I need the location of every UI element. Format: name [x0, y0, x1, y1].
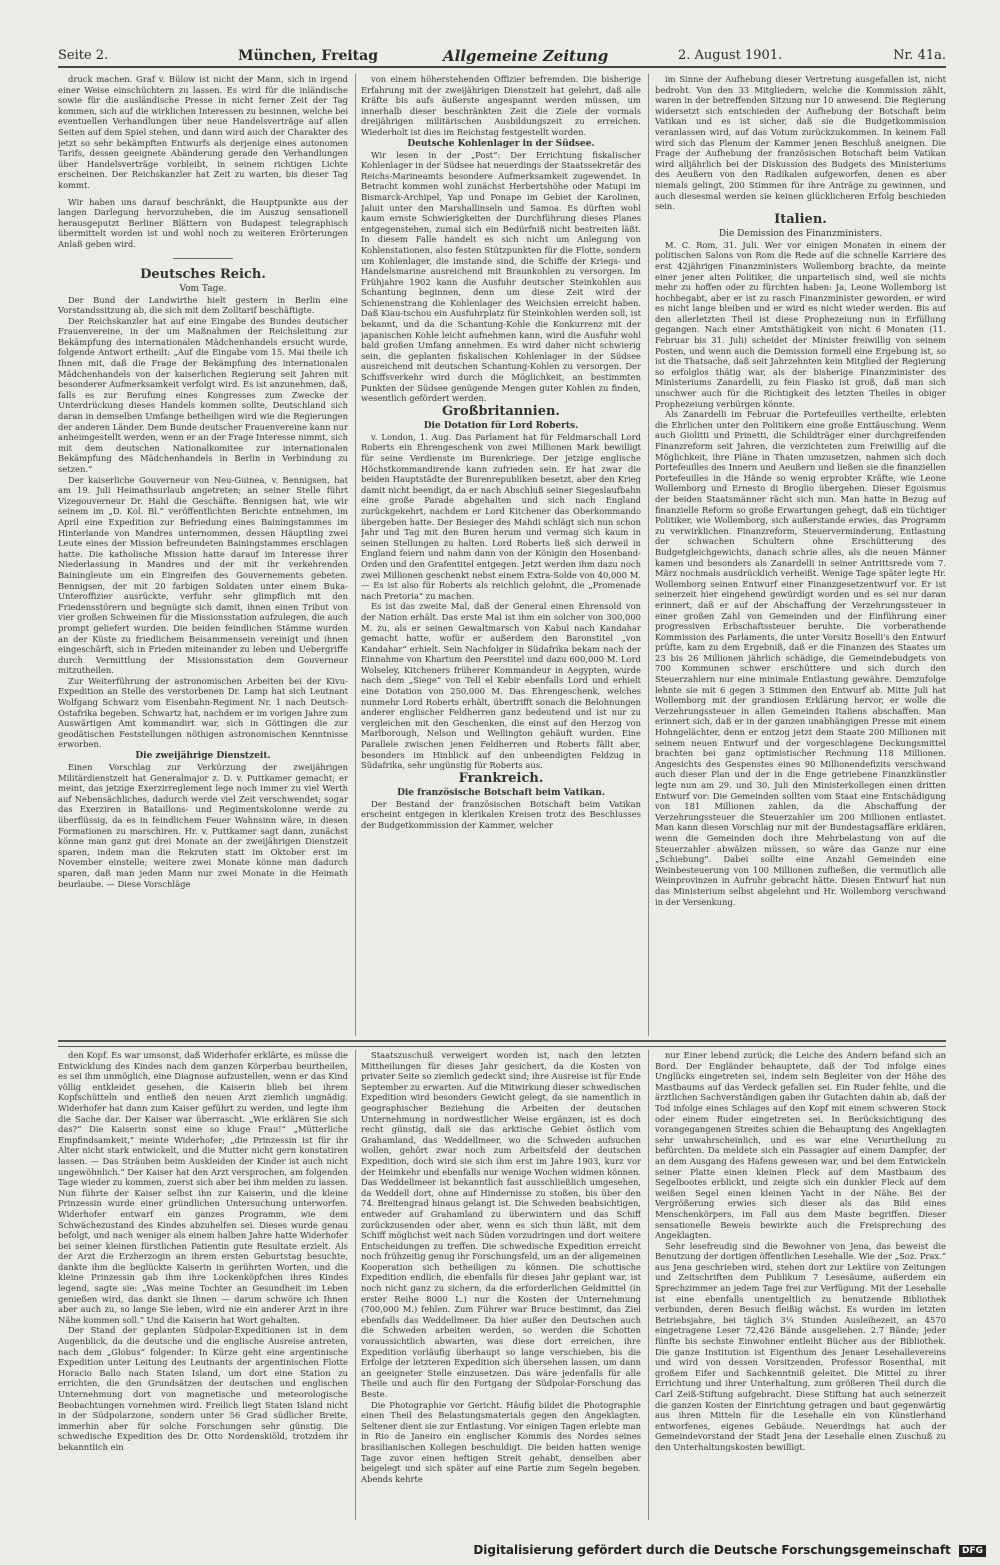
subheading: Deutsche Kohlenlager in der Südsee. — [407, 138, 595, 149]
subheading: Vom Tage. — [179, 283, 227, 294]
article-text: M. C. Rom, 31. Juli. Wer vor einigen Monaten in einem der politischen Salons von Rom die Rede auf die schnelle Karriere des erst 42jährigen Finanzministers Wollemborg brachte, da meinte einer jener alten Politiker, die unparteiisch sind, weil sie nichts mehr zu hoffen oder zu fürchten haben: Ja, Leone Wollemborg ist hochbegabt, aber er ist zu rasch Finanzminister geworden, er wird es nicht lange bleiben und er wird es nicht wieder werden. Bis auf den allerletzten Theil ist diese Prophezeiung nun in Erfüllung gegangen. Nach einer Amtsthätigkeit von nicht 6 Monaten (11. Februar bis 31. Juli) scheidet der Minister freiwillig von seinem Posten, und wenn auch die Demission formell eine Ergebung ist, so ist die Thatsache, daß seit Jahrzehnten kein Mitglied der Regierung so erfolglos thätig war, als der bisherige Finanzminister des Ministeriums Zanardelli, zu fein Fiasko ist groß, daß man sich unschwer auch für die Richtigkeit des letzten Theiles in obiger Prophezeiung verbürgen könnte. — [655, 239, 946, 409]
bottom-column-2 — [361, 1050, 641, 1520]
subheading: Die Dotation für Lord Roberts. — [423, 420, 579, 431]
section-heading: Frankreich. — [458, 770, 544, 786]
issue-date: 2. August 1901. — [678, 48, 783, 63]
header-rule — [58, 66, 946, 68]
article-text: Wir lesen in der „Post“: Der Errichtung fiskalischer Kohlenlager in der Südsee hat neuerdings der Staatssekretär des Reichs-Marineamts besondere Aufmerksamkeit zugewendet. In Betracht kommen wohl zunächst Herbertshöhe oder Matupi im Bismarck-Archipel, Yap und Ponape im Gebiet der Karolinen, Jaluit unter den Marshallinseln und Samoa. Es dürften wohl kaum ernste Schwierigkeiten der Durchführung dieses Planes entgegenstehen, zumal sich ein Bedürfniß nicht bestreiten läßt. In diesem Falle handelt es sich nicht um Anlegung von Kohlenstationen, also festen Stützpunkten für die Flotte, sondern um Kohlenlager, die imstande sind, die Schiffe der Kriegs- und Handelsmarine ausreichend mit Braunkohlen zu versorgen. Im Frühjahre 1902 kann die Ausfuhr deutscher Steinkohlen aus Schantung beginnen, denn um diese Zeit wird der Schienenstrang die Kohlenlager des Weichsien erreicht haben. Daß Kiau-tschou ein Ausfuhrplatz für Steinkohlen werden soll, ist bekannt, und da die Schantung-Kohle die Konkurrenz mit der japanischen Kohle leicht aufnehmen kann, wird die Ausfuhr wohl bald großen Umfang annehmen. Es wird daher nicht schwierig sein, die geplanten fiskalischen Kohlenlager in der Südsee ausreichend mit deutschen Schantung-Kohlen zu versorgen. Der Schiffsverkehr wird durch die Möglichkeit, an bestimmten Punkten der Südsee genügende Mengen guter Kohlen zu finden, wesentlich gefördert werden. — [361, 149, 641, 404]
article-text: Staatszuschuß verweigert worden ist, nach den letzten Mittheilungen für dieses Jahr gesichert, da die Kosten von privater Seite so ziemlich gedeckt sind; ihre Ausreise ist für Ende September zu erwarten. Auf die Mitwirkung dieser schwedischen Expedition wird besonders Gewicht gelegt, da sie namentlich in geographischer Beziehung die Arbeiten der deutschen Unternehmung in nordwestlicher Weise ergänzen, ist es doch recht günstig, daß sie das arktische Gebiet östlich vom Grahamland, das Weddellmeer, wo die Schweden aufsuchen wollen, gehört zwar noch zum Arbeitsfeld der deutschen Expedition, doch wird sie sich ihm erst im Jahre 1903, kurz vor der Heimkehr und ebenfalls nur wenige Wochen widmen können. Das Weddellmeer ist bekanntlich fast ausschließlich umgesehen, da Weddell dort, ohne auf Hindernisse zu stoßen, bis über den 74. Breitengrad hinaus gelangt ist. Die Schweden beabsichtigen, entweder auf Grahamland zu überwintern und das Schiff zurückzusenden oder aber, wenn es sich thun läßt, mit dem Schiff möglichst weit nach Süden vorzudringen und dort weitere Entscheidungen zu treffen. Die schwedische Expedition erreicht noch frühzeitig genug ihr Forschungsfeld, um an der allgemeinen Kooperation sich betheiligen zu können. Die schottische Expedition endlich, die ebenfalls für dieses Jahr geplant war, ist noch nicht ganz zu sichern, da die erforderlichen Geldmittel (in erster Reihe 8000 L.) nur die Kosten der Unternehmung (700,000 M.) fehlen. Zum Führer war Bruce bestimmt, das Ziel ebenfalls das Weddellmeer. Da hier außer den Deutschen auch die Schweden arbeiten werden, so werden die Schotten voraussichtlich abwarten, was diese dort erreichen, ihre Expedition vorläufig überhaupt so lange verschieben, bis die Erfolge der letzteren Expedition sich übersehen lassen, um dann an geeigneter Stelle einzusetzen. Das wäre jedenfalls für alle Theile und auch für den Fortgang der Südpolar-Forschung das Beste. — [361, 1050, 641, 1399]
article-text: nur Einer lebend zurück; die Leiche des Andern befand sich an Bord. Der Engländer behauptete, daß der Tod infolge eines Unglücks eingetreten sei, indem sein Begleiter von der Höhe des Mastbaums auf das Verdeck gefallen sei. Ein Ruder fehlte, und die ärztlichen Sachverständigen gaben ihr Gutachten dahin ab, daß der Tod infolge eines Schlages auf den Kopf mit einem schweren Stock oder einem Ruder eingetreten sei. In Berücksichtigung des vorangegangenen Streites schien die Behauptung des Angeklagten sehr unwahrscheinlich, und es war eine Verurtheilung zu befürchten. Da meldete sich ein Passagier auf einem Dampfer, der an dem Ausgang des Hafens gewesen war, und bei dem Entwickeln seiner Platte einen kleinen Fleck auf dem Mastbaum des Segelbootes erblickt, und zeigte sich ein dunkler Fleck auf dem weißen Segel einen kleinen Yacht in der Nähe. Bei der Vergrößerung erwies sich dieser als das Bild eines Menschenkörpers, im Fall aus dem Maste begriffen. Dieser sensationelle Beweis bewirkte auch die Freisprechung des Angeklagten. — [655, 1050, 946, 1241]
article-text: von einem höherstehenden Offizier befremden. Die bisherige Erfahrung mit der zweijährigen Dienstzeit hat gelehrt, daß alle Kräfte bis aufs äußerste angespannt werden müssen, um innerhalb dieser beschränkten Zeit die Ziele der vormals dreijährigen militärischen Ausbildungszeit zu erreichen. Wiederholt ist dies im Reichstag festgestellt worden. — [361, 74, 641, 137]
subheading: Die französische Botschaft beim Vatikan. — [397, 787, 605, 798]
feuilleton-rule — [58, 1040, 946, 1047]
subheading: Die Demission des Finanzministers. — [718, 228, 883, 239]
article-text: v. London, 1. Aug. Das Parlament hat für Feldmarschall Lord Roberts ein Ehrengeschenk von zwei Millionen Mark bewilligt für seine Verdienste im Burenkriege. Der jetzige englische Höchstkommandirende kann zufrieden sein. Er hat zwar die beiden Hauptstädte der Burenrepubliken besetzt, aber den Krieg damit nicht beendigt, da er nach Abschluß seiner Siegeslaufbahn eine große Parade abgehalten und sich nach England zurückgekehrt, nachdem er Lord Kitchener das Oberkommando übergeben hatte. Der Besieger des Mahdi schlägt sich nun schon Jahr und Tag mit den Buren herum und vermag sich kaum in seinen Stellungen zu halten. Lord Roberts ließ sich derweil in England feiern und nahm dann von der Königin den Hosenband-Orden und den Grafentitel entgegen. Jetzt werden ihm dazu noch zwei Millionen geschenkt nebst einem Extra-Solde von 40,000 M. — Es ist also für Roberts als reichlich gelohnt, die „Promenade nach Pretoria“ zu machen. — [361, 431, 641, 601]
issue-number: Nr. 41a. — [893, 48, 946, 63]
article-text: Es ist das zweite Mal, daß der General einen Ehrensold von der Nation erhält. Das erste Mal ist ihm ein solcher von 300,000 M. zu, als er seinen Gewaltmarsch von Kabul nach Kandahar gemacht hatte, wofür er außerdem den Baronstitel „von Kandahar“ erhielt. Sein Nachfolger in Südafrika bekam nach der Einnahme von Khartum den Peerstitel und dazu 600,000 M. Lord Wolseley, Kitcheners früherer Kommandeur in Aegypten, wurde nach dem „Siege“ von Tell el Kebir ebenfalls Lord und erhielt eine Dotation von 250,000 M. Das Ehrengeschenk, welches nunmehr Lord Roberts erhält, übertrifft sonach die Belohnungen anderer englischer Feldherren ganz bedeutend und ist nur zu vergleichen mit den Geschenken, die einst auf den Herzog von Marlborough, Nelson und Wellington gehäuft wurden. Eine Parallele zwischen jenen Feldherren und Roberts fällt aber, besonders im Hinblick auf den unbeendigten Feldzug in Südafrika, sehr ungünstig für Roberts aus. — [361, 601, 641, 771]
article-text: Der Bund der Landwirthe hielt gestern in Berlin eine Vorstandssitzung ab, die sich mit dem Zolltarif beschäftigte. — [58, 294, 348, 316]
column-rule — [355, 1050, 356, 1520]
article-text: Sehr lesefreudig sind die Bewohner von Jena, das beweist die Benutzung der dortigen öffentlichen Lesehalle. Wie der „Soz. Prax.“ aus Jena geschrieben wird, stehen dort zur Lektüre von Zeitungen und Zeitschriften dem Publikum 7 Lesesäume, außerdem ein Sprechzimmer an jedem Tage frei zur Verfügung. Mit der Lesehalle ist eine ebenfalls unentgeltlich zu benutzende Bibliothek verbunden, deren Besuch fleißig wächst. Es wurden im letzten Betriebsjahre, bei täglich 3¼ Stunden Ausleihezeit, an 4570 eingetragene Leser 72,426 Bände ausgeliehen. 2.7 Bände; jeder fünfte bis sechste Einwohner entleiht Bücher aus der Bibliothek. Die ganze Institution ist Eigenthum des Jenaer Lesehallevereins und wird von dessen Vorsitzenden, Professor Rosenthal, mit großem Eifer und Sachkenntniß geleitet. Die Mittel zu ihrer Errichtung und ihrer Unterhaltung, zum größeren Theil durch die Carl Zeiß-Stiftung aufgebracht. Diese Stiftung hat auch seinerzeit die ganzen Kosten der Einrichtung getragen und baut gegenwärtig aus ihren Mitteln für die Lesehalle ein von Künstlerhand entworfenes, eigenes Gebäude. Neuerdings hat auch der Gemeindevorstand der Stadt Jena der Lesehalle einen Zuschuß zu den Unterhaltungskosten bewilligt. — [655, 1240, 946, 1452]
dfg-logo: DFG — [959, 1545, 986, 1557]
section-heading: Deutsches Reich. — [140, 266, 266, 282]
place-day: München, Freitag — [238, 48, 379, 64]
top-column-1 — [58, 74, 348, 1034]
article-text: Der kaiserliche Gouverneur von Neu-Guinea, v. Bennigsen, hat am 19. Juli Heimathsurlaub angetreten; an seiner Stelle führt Vizegouverneur Dr. Hahl die Geschäfte. Bennigsen hat, wie wir seinem im „D. Kol. Bl.“ veröffentlichten Berichte entnehmen, im April eine Expedition zur Befriedung eines Bainingstammes im Hinterlande von Mandres unternommen, dessen Häuptling zwei Leute eines der Mission befreundeten Bainingstammes erschlagen hatte. Die katholische Mission hatte darauf im Interesse ihrer Niederlassung in Mandres und der mit ihr verkehrenden Bainingleute um ein Eingreifen des Gouvernements gebeten. Bennigsen, der mit 20 farbigen Soldaten unter einem Buka-Unteroffizier ausrückte, verfuhr sehr glimpflich mit den Friedensstörern und begnügte sich damit, ihnen einen Tribut von vier großen Schweinen für die Missionsstation aufzulegen, die auch prompt geliefert wurden. Die beiden feindlichen Stämme wurden an der Küste zu friedlichem Beisammensein vereinigt und ihnen eingeschärft, sich in Frieden miteinander zu leben und Uebergriffe durch Vermittlung der Missionsstation dem Gouverneur mitzutheilen. — [58, 474, 348, 676]
article-text: Als Zanardelli im Februar die Portefeuilles vertheilte, erlebten die Ehrlichen unter den Politikern eine große Enttäuschung. Wenn auch Giolitti und Prinetti, die Schildträger einer durchgreifenden Finanzreform seit Jahren, die verzichteten zum Freiwillig auf die Möglichkeit, ihre Pläne in Thaten umzusetzen, nahmen sich doch Portefeuilles des Innern und Aeußern und ließen sie die finanziellen Portefeuilles in die Hände so wenig erprobter Kräfte, wie Leone Wollemborg und Ernesto di Broglio übergehen. Dieser Egoismus der beiden Staatsmänner rächt sich nun. Man hatte in Bezug auf finanzielle Reform so große Erwartungen gehegt, daß ein tüchtiger Politiker, wie Wollemborg, sich außerstande erwies, das Programm zu verwirklichen. Finanzreform, Steuerverminderung, Entlastung der schwachen Schultern ohne Erschütterung des Budgetgleichgewichts, danach schrie alles, als die neuen Männer kamen und besonders als Zanardelli in seiner Antrittsrede vom 7. März nochmals ausdrücklich verheißt. Wenige Tage später legte Hr. Wollemborg seinen Entwurf einer Finanzgesetzentwurf vor. Er ist seinerzeit hier eingehend gewürdigt worden und es sei nur daran erinnert, daß er auf der Abschaffung der Verzehrungssteuer in einer großen Zahl von Gemeinden und der Einführung einer progressiven Erbschaftssteuer beruhte. Die vorberathende Kommission des Parlaments, die unter Vorsitz Boselli's den Entwurf prüfte, kam zu dem Ergebniß, daß er die Finanzen des Staates um 23 bis 26 Millionen jährlich schädige, die Gemeindebudgets von 700 Kommunen schwer erschüttere und sich durch den Steuerzahlern nur eine minimale Entlastung gewähre. Demzufolge lehnte sie mit 6 gegen 3 Stimmen den Entwurf ab. Mitte Juli hat Wollemborg mit der grandiosen Erklärung hervor, er wolle die Verzehrungssteuer in allen Gemeinden Italiens abschaffen. Man erinnert sich, daß er in der ganzen unabhängigen Presse mit einem Hohngelächter, denn er entzog jetzt dem Staate 200 Millionen mit seinem neuen Entwurf und der vorgeschlagene Deckungsmittel brachten bei ganz optimistischer Rechnung 118 Millionen. Angesichts des Gespenstes eines 90 Millionendefizits verschwand auch dieser Plan und der in die Enge getriebene Finanzkünstler legte nun am 29. und 30. Juli den Ministerkollegen einen dritten Entwurf vor: Die Gemeinden sollten vom Staat eine Entschädigung von 181 Millionen zahlen, da die Abschaffung der Verzehrungssteuer die Steuerzahler um 200 Millionen entlastet. Man kann diesen Vorschlag nur mit der Bundestagsaffäre erklären, wenn die Gemeinden doch ihre Mehrbelastung von auf die Steuerzahler abwälzen müssen, so wäre das Ganze nur eine „Schiebung“. Dabei sollte eine Anzahl Gemeinden eine Weinbesteuerung von 100 Millionen zufließen, die vermutlich alle Weinprovinzen in Aufruhr gebracht hätte. Diesen Entwurf hat nun das Ministerium selbst abgelehnt und Hr. Wollemborg verschwand in der Versenkung. — [655, 409, 946, 907]
digitization-credit — [473, 1543, 986, 1557]
article-text: Die Photographie vor Gericht. Häufig bildet die Photographie einen Theil des Belastungsmaterials gegen den Angeklagten. Seltener dient sie zur Entlastung. Vor einigen Tagen erlebte man in Rio de Janeiro ein englischer Kommis des Nordes seines brasilianischen Kollegen beschuldigt. Die beiden hatten wenige Tage zuvor einen heftigen Streit gehabt, denselben aber beigelegt und sich später auf eine Partie zum Segeln begeben. Abends kehrte — [361, 1399, 641, 1484]
article-text: Der Bestand der französischen Botschaft beim Vatikan erscheint entgegen in klerikalen Kreisen trotz des Beschlusses der Budgetkommission der Kammer, welcher — [361, 798, 641, 830]
page-header — [58, 46, 946, 68]
article-text: den Kopf. Es war umsonst, daß Widerhofer erklärte, es müsse die Entwicklung des Kindes nach dem ganzen Körperbau beurtheilen, es sei ihm unmöglich, eine Diagnose aufzustellen, wenn er das Kind völlig entkleidet gesehen, die Kaiserin blieb bei ihrem Kopfschütteln und entließ den neuen Arzt ziemlich ungnädig. Widerhofer hat dann zum Kaiser geführt zu werden, und legte ihm die Sache dar. Der Kaiser war überrascht. „Wie erklären Sie sich das?“ Die Kaiserin sonst eine so kluge Frau!“ „Mütterliche Empfindsamkeit,“ meinte Widerhofer; „die Prinzessin ist für ihr Alter nicht stark entwickelt, und die Mutter nicht gern konstatiren lassen. — Das Sträuben beim Auskleiden der Kinder ist auch nicht ungewöhnlich.“ Der Kaiser hat den Arzt versprochen, am folgenden Tage wieder zu kommen, zuerst sich aber bei ihm melden zu lassen. Nun führte der Kaiser selbst ihn zur Kaiserin, und die kleine Prinzessin wurde einer gründlichen Untersuchung unterworfen. Widerhofer entwarf ein ganzes Programm, wie dem Schwächezustand des Kindes abzuhelfen sei. Dieses wurde genau befolgt, und nach weniger als einem halben Jahre hatte Widerhofer bei seiner kleinen fürstlichen Patientin gute Resultate erzielt. Als der Arzt die Erzherzogin an ihrem ersten Geburtstag besuchte, dankte ihm die beglückte Kaiserin in gerührten Worten, und die kleine Prinzessin gab ihm ihre Lockenköpfchen ihres Kindes legend, sagte sie: „Was meine Tochter an Gesundheit im Leben genießen wird, das dankt sie Ihnen — darum schwöre ich Ihnen aber auch zu, so lange Sie leben, wird nie ein anderer Arzt in ihre Nähe kommen soll.“ Und die Kaiserin hat Wort gehalten. — [58, 1050, 348, 1325]
column-rule — [648, 74, 649, 1036]
article-text: Der Stand der geplanten Südpolar-Expeditionen ist in dem Augenblick, da die deutsche und die englische Ausreise antreten, nach dem „Globus“ folgender: In Kürze geht eine argentinische Expedition unter Leitung des Leutnants der argentinischen Flotte Horacio Ballo nach Staten Island, um dort eine Station zu errichten, die den Grundsätzen der deutschen und englischen Unternehmung dort von magnetische und meteorologische Beobachtungen vornehmen wird. Freilich liegt Staten Island nicht in der Südpolarzone, sondern unter 56 Grad südlicher Breite, immerhin aber für solche Forschungen sehr günstig. Die schwedische Expedition des Dr. Otto Nordenskiöld, trotzdem ihr bekanntlich ein — [58, 1325, 348, 1452]
bottom-column-1 — [58, 1050, 348, 1520]
top-column-2 — [361, 74, 641, 1034]
credit-text: Digitalisierung gefördert durch die Deutsche Forschungsgemeinschaft — [473, 1543, 951, 1557]
column-rule — [648, 1050, 649, 1520]
separator — [173, 258, 233, 259]
article-text: Wir haben uns darauf beschränkt, die Hauptpunkte aus der langen Darlegung hervorzuheben, die im Auszug sensationell herausgeputzt Berliner Blättern von Budapest telegraphisch übermittelt worden ist und wohl noch zu weiteren Erörterungen Anlaß geben wird. — [58, 196, 348, 249]
page-number: Seite 2. — [58, 48, 109, 63]
article-text: Zur Weiterführung der astronomischen Arbeiten bei der Kivu-Expedition an Stelle des verstorbenen Dr. Lamp hat sich Leutnant Wolfgang Schwarz vom Eisenbahn-Regiment Nr. 1 nach Deutsch-Ostafrika begeben. Schwartz hat, nachdem er im vorigen Jahre zum Auswärtigen Amt kommandirt war, sich in Göttingen die zur geodätischen Feststellungen nöthigen astronomischen Kenntnisse erworben. — [58, 675, 348, 750]
column-rule — [355, 74, 356, 1036]
masthead: Allgemeine Zeitung — [443, 47, 609, 65]
article-text: Einen Vorschlag zur Verkürzung der zweijährigen Militärdienstzeit hat Generalmajor z. D. v. Puttkamer gemacht; er meint, das jetzige Exerzirreglement lege noch immer zu viel Werth auf Nebensächliches, dadurch werde viel Zeit verschwendet; sogar das Exerziren in Bataillons- und Regimentskolonne werde zu überflüssig, da es in feindlichem Feuer Wahnsinn wäre, in diesen Formationen zu marschiren. Hr. v. Puttkamer sagt dann, zunächst könne man ganz gut drei Monate an der zweijährigen Dienstzeit sparen, indem man die Rekruten statt im Oktober erst im November einstelle; weitere zwei Monate könne man dadurch sparen, daß man jeden Mann nur zwei Monate in die Heimath beurlaube. — Diese Vorschläge — [58, 762, 348, 889]
bottom-column-3 — [655, 1050, 946, 1520]
article-text: im Sinne der Aufhebung dieser Vertretung ausgefallen ist, nicht bedroht. Von den 33 Mitgliedern, welche die Kommission zählt, waren in der betreffenden Sitzung nur 10 anwesend. Die Regierung widersetzt sich entschieden der Aufhebung der Botschaft beim Vatikan und es ist sicher, daß sie die Budgetkommission veranlassen wird, auf das Votum zurückzukommen. In keinem Fall wird sich das Plenum der Kammer jenen Beschluß aneignen. Die Frage der Aufhebung der französischen Botschaft beim Vatikan wird alljährlich bei der Diskussion des Budgets des Ministeriums des Aeußern von den Radikalen aufgeworfen, denen es aber niemals gelingt, 200 Stimmen für ihre Anträge zu gewinnen, und auch diesesmal werden sie keinen glücklicheren Erfolg beschieden sein. — [655, 74, 946, 212]
article-text: Der Reichskanzler hat auf eine Eingabe des Bundes deutscher Frauenvereine, in der um Maßnahmen der Reichsleitung zur Bekämpfung des internationalen Mädchenhandels ersucht wurde, folgende Antwort ertheilt: „Auf die Eingabe vom 15. Mai theile ich Ihnen mit, daß die Frage der Bekämpfung des internationalen Mädchenhandels von der kaiserlichen Regierung seit Jahren mit besonderer Aufmerksamkeit verfolgt wird. Es ist anzunehmen, daß, falls es zur Berufung eines Kongresses zum Zwecke der Unterdrückung dieses Handels kommen sollte, Deutschland sich daran in demselben Umfange betheiligen wird wie die Regierungen der anderen Länder. Dem Bunde deutscher Frauenvereine kann nur anheimgestellt werden, wenn er an der Frage Interesse nimmt, sich mit dem deutschen Nationalkomitee zur internationalen Bekämpfung des Mädchenhandels in Berlin in Verbindung zu setzen.“ — [58, 315, 348, 474]
section-heading: Großbritannien. — [442, 403, 560, 419]
subheading: Die zweijährige Dienstzeit. — [135, 751, 271, 762]
section-heading: Italien. — [774, 211, 827, 227]
top-column-3 — [655, 74, 946, 1034]
article-text: druck machen. Graf v. Bülow ist nicht der Mann, sich in irgend einer Weise einschüchtern zu lassen. Es wird für die inländische sowie für die ausländische Presse in nicht ferner Zeit der Tag kommen, sich auf die wirklichen Interessen zu besinnen, welche bei eventuellen Verhandlungen über neue Handelsverträge auf allen Seiten auf dem Spiel stehen, und dann wird auch der Charakter des jetzt so sehr bekämpften Entwurfs als derjenige eines autonomen Tarifs, dessen geeignete Abänderung gerade den Verhandlungen über Handelsverträge vorbleibt, in seinem richtigen Lichte erscheinen. Der Reichskanzler hat Zeit zu warten, bis dieser Tag kommt. — [58, 74, 348, 190]
